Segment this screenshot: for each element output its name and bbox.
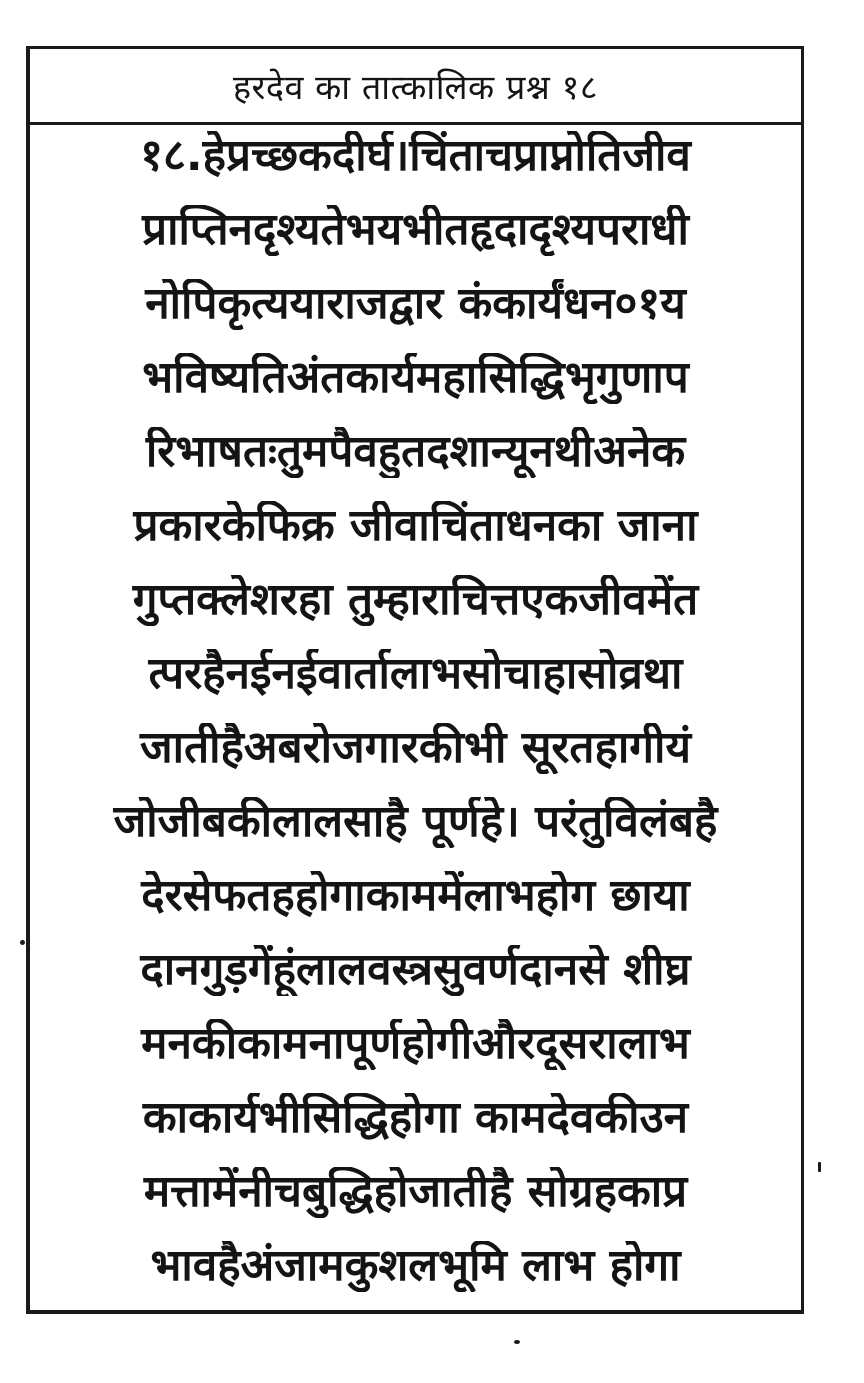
text-line: गुप्तक्लेशरहा तुम्हाराचित्तएकजीवमेंत: [132, 575, 699, 626]
scan-speck: [818, 1162, 821, 1172]
text-line: नोपिकृत्ययाराजद्वार कंकार्यंधन०१य: [145, 279, 686, 330]
page-header: [30, 49, 801, 125]
text-line: १८.हेप्रच्छकदीर्घ।चिंताचप्राप्नोतिजीव: [140, 131, 691, 181]
text-line: त्परहैनईनईवार्तालाभसोचाहासोव्रथा: [148, 649, 683, 700]
text-line: जोजीबकीलालसाहै पूर्णहे। परंतुविलंबहै: [113, 797, 718, 848]
text-line: मनकीकामनापूर्णहोगीऔरदूसरालाभ: [141, 1019, 690, 1070]
text-line: देरसेफतहहोगाकाममेंलाभहोग छाया: [141, 871, 690, 922]
text-line: मत्तामेंनीचबुद्धिहोजातीहै सोग्रहकाप्र: [143, 1167, 688, 1218]
text-line: जातीहैअबरोजगारकीभी सूरतहागीयं: [140, 723, 691, 774]
text-line: भावहैअंजामकुशलभूमि लाभ होगा: [150, 1241, 681, 1292]
text-line: प्रकारकेफिक्र जीवाचिंताधनका जाना: [133, 501, 698, 552]
scan-speck: [20, 940, 25, 945]
body-text: [44, 131, 787, 1292]
text-line: रिभाषतःतुमपैवहुतदशान्यूनथीअनेक: [145, 427, 686, 478]
text-line: प्राप्तिनदृश्यतेभयभीतहृदादृश्यपराधी: [142, 205, 689, 256]
text-line: काकार्यभीसिद्धिहोगा कामदेवकीउन: [142, 1093, 689, 1144]
scan-speck: [514, 1340, 520, 1344]
page-title: हरदेव का तात्कालिक प्रश्न १८: [232, 67, 599, 108]
text-line: भविष्यतिअंतकार्यमहासिद्धिभृगुणाप: [142, 353, 689, 404]
page-frame: [26, 46, 804, 1314]
text-line: दानगुड़गेंहूंलालवस्त्रसुवर्णदानसे शीघ्र: [140, 945, 691, 996]
